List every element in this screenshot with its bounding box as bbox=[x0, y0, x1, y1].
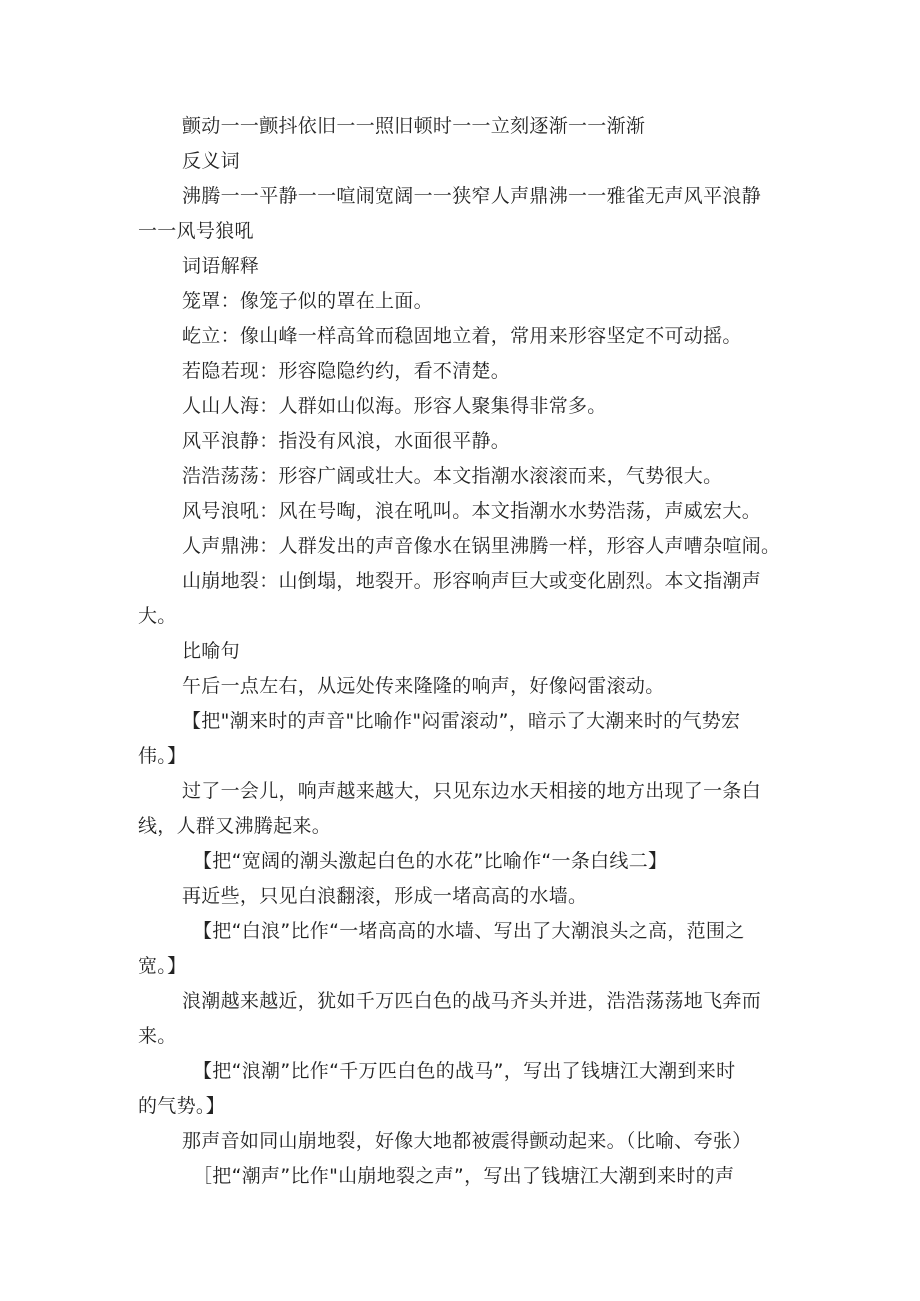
vocabulary-entry: 人山人海：人群如山似海。形容人聚集得非常多。 bbox=[182, 395, 607, 417]
vocabulary-entry: 人声鼎沸：人群发出的声音像水在锅里沸腾一样，形容人声嘈杂喧闹。 bbox=[182, 535, 781, 557]
vocabulary-entry: 笼罩：像笼子似的罩在上面。 bbox=[182, 290, 433, 312]
vocabulary-entry: 风平浪静：指没有风浪，水面很平静。 bbox=[182, 430, 511, 452]
simile-note-cont: 伟。】 bbox=[138, 745, 187, 767]
antonym-heading: 反义词 bbox=[182, 150, 240, 172]
vocabulary-entry: 山崩地裂：山倒塌，地裂开。形容响声巨大或变化剧烈。本文指潮声 bbox=[182, 570, 762, 592]
simile-note: 【把“浪潮”比作“千万匹白色的战马”，写出了钱塘江大潮到来时 bbox=[193, 1060, 736, 1082]
simile-note: 【把"潮来时的声音"比喻作"闷雷滚动”，暗示了大潮来时的气势宏 bbox=[182, 710, 741, 732]
simile-note: 【把“白浪”比作“一堵高高的水墙、写出了大潮浪头之高，范围之 bbox=[193, 920, 745, 942]
simile-heading: 比喻句 bbox=[182, 640, 240, 662]
simile-sentence: 浪潮越来越近，犹如千万匹白色的战马齐头并进，浩浩荡荡地飞奔而 bbox=[182, 990, 762, 1012]
simile-note: ［把“潮声”比作"山崩地裂之声”，写出了钱塘江大潮到来时的声 bbox=[193, 1165, 735, 1187]
vocabulary-heading: 词语解释 bbox=[182, 255, 260, 277]
vocabulary-entry: 浩浩荡荡：形容广阔或壮大。本文指潮水滚滚而来，气势很大。 bbox=[182, 465, 723, 487]
synonym-line: 颤动一一颤抖依旧一一照旧顿时一一立刻逐渐一一渐渐 bbox=[182, 115, 646, 137]
simile-sentence: 那声音如同山崩地裂，好像大地都被震得颤动起来。（比喻、夸张） bbox=[182, 1130, 752, 1152]
simile-sentence-cont: 线，人群又沸腾起来。 bbox=[138, 815, 332, 837]
antonym-line-cont: 一一风号狼吼 bbox=[138, 220, 254, 242]
simile-sentence: 过了一会儿，响声越来越大，只见东边水天相接的地方出现了一条白 bbox=[182, 780, 762, 802]
simile-note: 【把“宽阔的潮头激起白色的水花”比喻作“一条白线二】 bbox=[193, 850, 668, 872]
vocabulary-entry-cont: 大。 bbox=[138, 605, 177, 627]
simile-note-cont: 的气势。】 bbox=[138, 1095, 226, 1117]
simile-sentence-cont: 来。 bbox=[138, 1025, 177, 1047]
simile-sentence: 再近些，只见白浪翻滚，形成一堵高高的水墙。 bbox=[182, 885, 588, 907]
vocabulary-entry: 屹立：像山峰一样高耸而稳固地立着，常用来形容坚定不可动摇。 bbox=[182, 325, 742, 347]
antonym-line: 沸腾一一平静一一喧闹宽阔一一狭窄人声鼎沸一一雅雀无声风平浪静 bbox=[182, 185, 762, 207]
simile-sentence: 午后一点左右，从远处传来隆隆的响声，好像闷雷滚动。 bbox=[182, 675, 665, 697]
vocabulary-entry: 风号浪吼：风在号啕，浪在吼叫。本文指潮水水势浩荡，声威宏大。 bbox=[182, 500, 762, 522]
simile-note-cont: 宽。】 bbox=[138, 955, 187, 977]
vocabulary-entry: 若隐若现：形容隐隐约约，看不清楚。 bbox=[182, 360, 511, 382]
